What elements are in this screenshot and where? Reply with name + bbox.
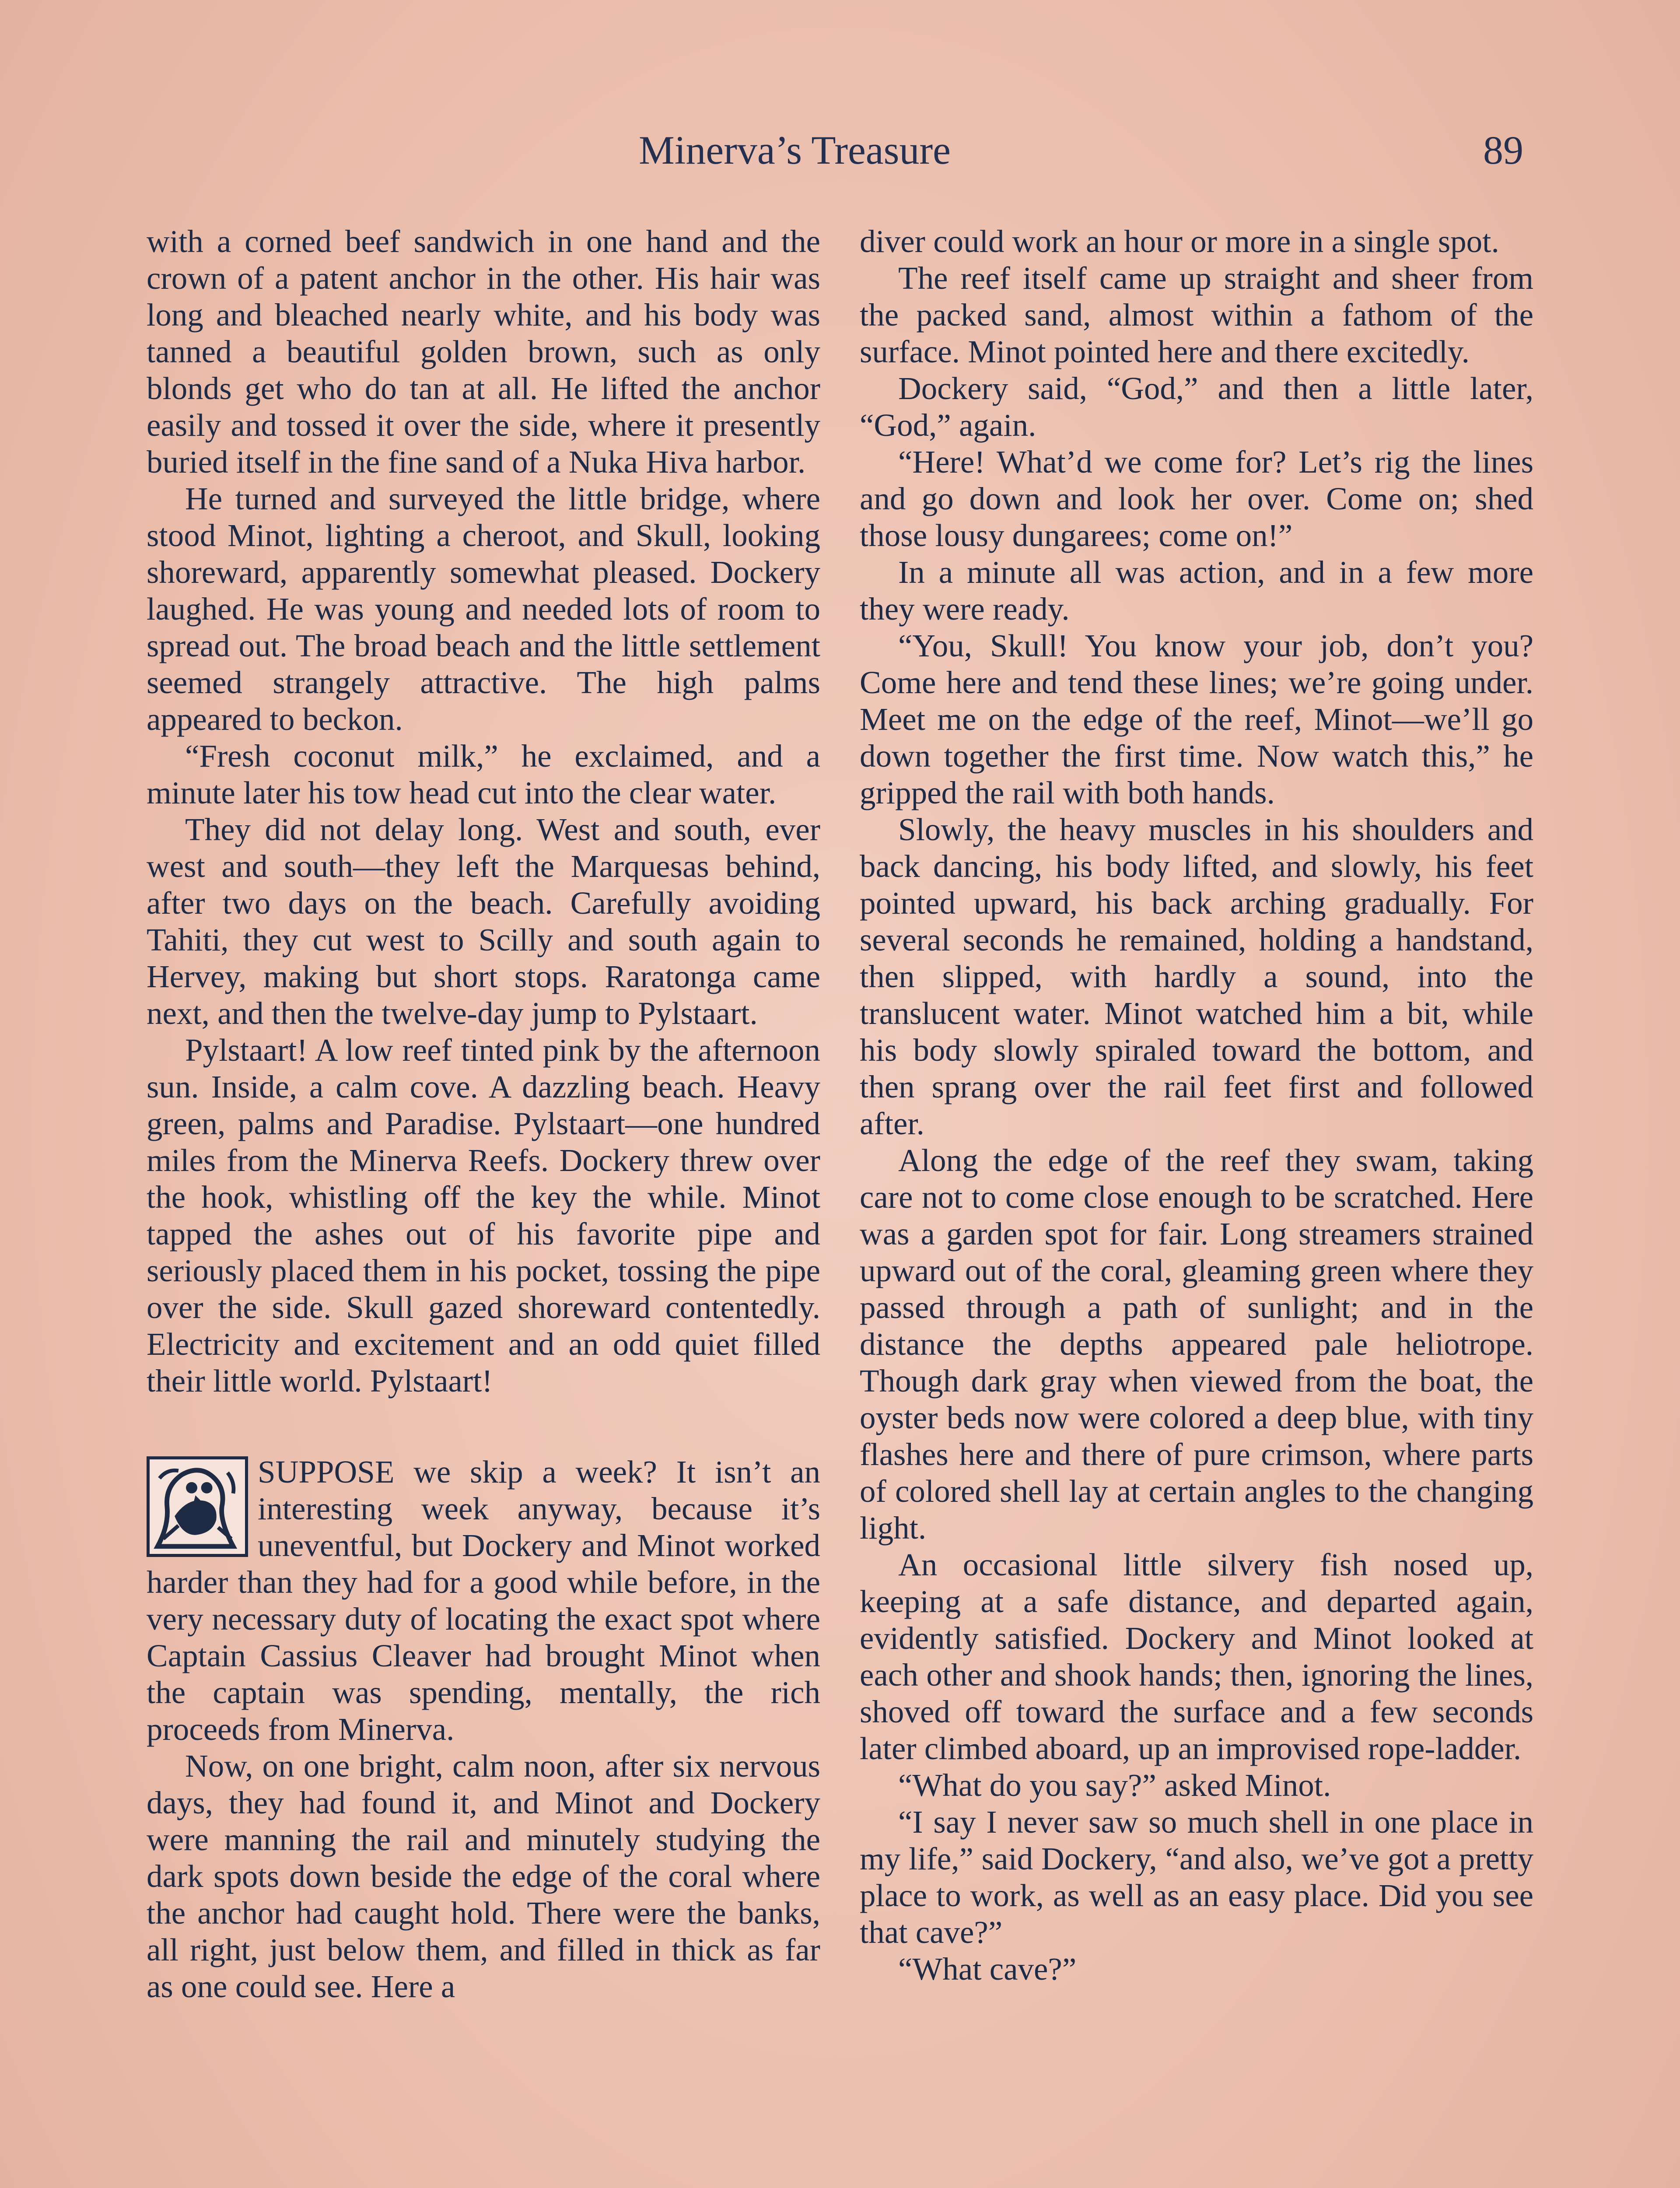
- paragraph: diver could work an hour or more in a single spot.: [860, 224, 1499, 259]
- paragraph: “Fresh coconut milk,” he exclaimed, and a minute later his tow head cut into the clear water.: [147, 738, 820, 810]
- paragraph: “What do you say?” asked Minot.: [898, 1767, 1331, 1803]
- paragraph: “I say I never saw so much shell in one place in my life,” said Dockery, “and also, we’ve got a pretty place to work, as well as an easy place. Did you see that cave?”: [860, 1804, 1533, 1950]
- running-header-title: Minerva’s Treasure: [639, 128, 951, 172]
- paragraph: with a corned beef sandwich in one hand and the crown of a patent anchor in the other. His hair was long and bleached nearly white, and his body was tanned a beautiful golden brown, such as only blonds get who do tan at all. He lifted the anchor easily and tossed it over the side, where it presently buried itself in the fine sand of a Nuka Hiva harbor.: [147, 224, 820, 480]
- drop-cap-illustration: [150, 1459, 245, 1554]
- section-paragraph: [147, 1454, 820, 1748]
- paragraph: “Here! What’d we come for? Let’s rig the lines and go down and look her over. Come on; shed those lousy dungarees; come on!”: [860, 444, 1533, 553]
- paragraph: “You, Skull! You know your job, don’t you? Come here and tend these lines; we’re going under. Meet me on the edge of the reef, Minot—we’ll go down together the first time. Now watch this,” he gripped the rail with both hands.: [860, 628, 1533, 810]
- paragraph: He turned and surveyed the little bridge, where stood Minot, lighting a cheroot, and Skull, looking shoreward, apparently somewhat pleased. Dockery laughed. He was young and needed lots of room to spread out. The broad beach and the little settlement seemed strangely attractive. The high palms appeared to beckon.: [147, 481, 820, 737]
- paragraph: They did not delay long. West and south, ever west and south—they left the Marquesas behind, after two days on the beach. Carefully avoiding Tahiti, they cut west to Scilly and south again to Hervey, making but short stops. Raratonga came next, and then the twelve-day jump to Pylstaart.: [147, 812, 820, 1031]
- page-number: 89: [1483, 128, 1523, 172]
- paragraph: Now, on one bright, calm noon, after six nervous days, they had found it, and Minot and Dockery were manning the rail and minutely studying the dark spots down beside the edge of the coral where the anchor had caught hold. There were the banks, all right, just below them, and filled in thick as far as one could see. Here a: [147, 1748, 820, 2004]
- paragraph: “What cave?”: [898, 1951, 1077, 1987]
- paragraph: An occasional little silvery fish nosed up, keeping at a safe distance, and departed again, evidently satisfied. Dockery and Minot looked at each other and shook hands; then, ignoring the lines, shoved off toward the surface and a few seconds later climbed aboard, up an improvised rope-ladder.: [860, 1547, 1533, 1766]
- left-column: [147, 223, 820, 2005]
- woodcut-drop-cap-bird-icon: [147, 1456, 248, 1557]
- paragraph-text: SUPPOSE we skip a week? It isn’t an interesting week anyway, because it’s uneventful, but Dockery and Minot worked harder than they had for a good while before, in the very necessary duty of locating the exact spot where Captain Cassius Cleaver had brought Minot when the captain was spending, mentally, the rich proceeds from Minerva.: [147, 1454, 820, 1747]
- paragraph: Pylstaart! A low reef tinted pink by the afternoon sun. Inside, a calm cove. A dazzling beach. Heavy green, palms and Paradise. Pylstaart—one hundred miles from the Minerva Reefs. Dockery threw over the hook, whistling off the key the while. Minot tapped the ashes out of his favorite pipe and seriously placed them in his pocket, tossing the pipe over the side. Skull gazed shoreward contentedly. Electricity and excitement and an odd quiet filled their little world. Pylstaart!: [147, 1032, 820, 1399]
- paragraph: Dockery said, “God,” and then a little later, “God,” again.: [860, 371, 1533, 443]
- paragraph: In a minute all was action, and in a few more they were ready.: [860, 554, 1533, 627]
- paragraph: The reef itself came up straight and sheer from the packed sand, almost within a fathom of the surface. Minot pointed here and there excitedly.: [860, 260, 1533, 369]
- paragraph: Slowly, the heavy muscles in his shoulders and back dancing, his body lifted, and slowly, his feet pointed upward, his back arching gradually. For several seconds he remained, holding a handstand, then slipped, with hardly a sound, into the translucent water. Minot watched him a bit, while his body slowly spiraled toward the bottom, and then sprang over the rail feet first and followed after.: [860, 812, 1533, 1141]
- right-column: [860, 223, 1533, 1988]
- paragraph: Along the edge of the reef they swam, taking care not to come close enough to be scratched. Here was a garden spot for fair. Long streamers strained upward out of the coral, gleaming green where they passed through a path of sunlight; and in the distance the depths appeared pale heliotrope. Though dark gray when viewed from the boat, the oyster beds now were colored a deep blue, with tiny flashes here and there of pure crimson, where parts of colored shell lay at certain angles to the changing light.: [860, 1143, 1533, 1546]
